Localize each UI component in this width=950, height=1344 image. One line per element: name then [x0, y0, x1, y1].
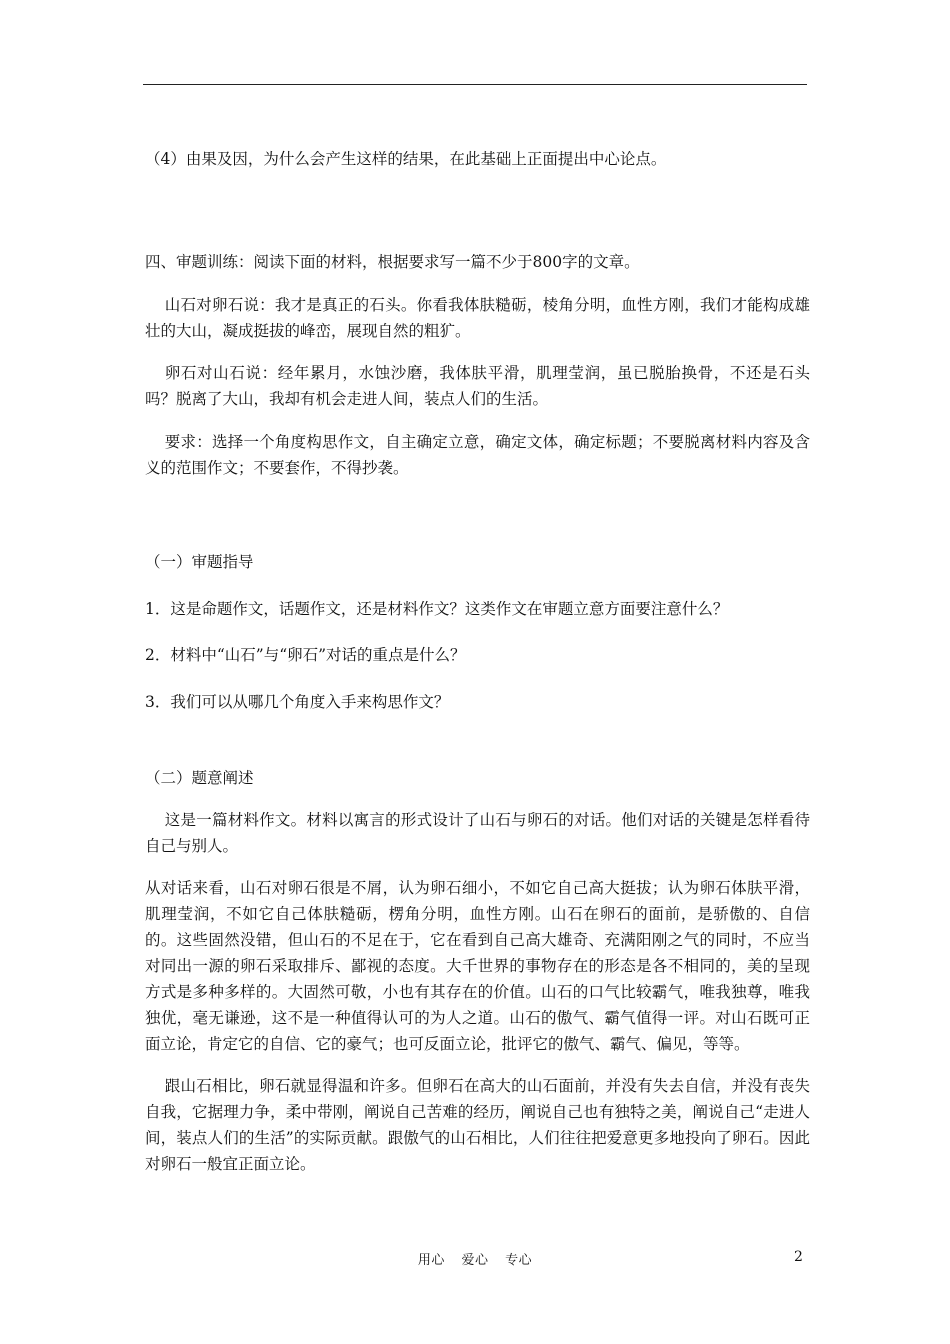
document-body: [145, 146, 810, 1177]
subsection-1-title: （一）审题指导: [145, 553, 254, 571]
explanation-paragraph-3: 跟山石相比，卵石就显得温和许多。但卵石在高大的山石面前，并没有失去自信，并没有丧失自我，它据理力争，柔中带刚，阐说自己苦难的经历，阐说自己也有独特之美，阐说自己“走进人间，装点人们的生活”的实际贡献。跟傲气的山石相比，人们往往把爱意更多地投向了卵石。因此对卵石一般宜正面立论。: [145, 1077, 810, 1173]
guide-question-3: 3．我们可以从哪几个角度入手来构思作文？: [145, 693, 450, 711]
material-paragraph-1: 山石对卵石说：我才是真正的石头。你看我体肤糙砺，棱角分明，血性方刚，我们才能构成雄壮的大山，凝成挺拔的峰峦，展现自然的粗犷。: [145, 296, 810, 340]
page-number: 2: [794, 1249, 803, 1265]
explanation-paragraph-2: 从对话来看，山石对卵石很是不屑，认为卵石细小，不如它自己高大挺拔；认为卵石体肤平滑，肌理莹润，不如它自己体肤糙砺，楞角分明，血性方刚。山石在卵石的面前，是骄傲的、自信的。这些固然没错，但山石的不足在于，它在看到自己高大雄奇、充满阳刚之气的同时，不应当对同出一源的卵石采取排斥、鄙视的态度。大千世界的事物存在的形态是各不相同的，美的呈现方式是多种多样的。大固然可敬，小也有其存在的价值。山石的口气比较霸气，唯我独尊，唯我独优，毫无谦逊，这不是一种值得认可的为人之道。山石的傲气、霸气值得一评。对山石既可正面立论，肯定它的自信、它的豪气；也可反面立论，批评它的傲气、霸气、偏见，等等。: [145, 879, 810, 1053]
explanation-paragraph-1: 这是一篇材料作文。材料以寓言的形式设计了山石与卵石的对话。他们对话的关键是怎样看待自己与别人。: [145, 811, 810, 855]
guide-question-1: 1．这是命题作文，话题作文，还是材料作文？这类作文在审题立意方面要注意什么？: [145, 600, 729, 618]
footer-motto-word: 专心: [505, 1253, 533, 1268]
guide-question-2: 2．材料中“山石”与“卵石”对话的重点是什么？: [145, 646, 466, 664]
header-rule: [143, 84, 807, 85]
question-4: （4）由果及因，为什么会产生这样的结果，在此基础上正面提出中心论点。: [145, 150, 667, 168]
section-4-title: 四、审题训练：阅读下面的材料，根据要求写一篇不少于800字的文章。: [145, 253, 640, 271]
footer-motto-word: 爱心: [461, 1253, 489, 1268]
footer-motto: [0, 1249, 950, 1268]
subsection-2-title: （二）题意阐述: [145, 769, 254, 787]
footer-motto-word: 用心: [417, 1253, 445, 1268]
material-paragraph-2: 卵石对山石说：经年累月，水蚀沙磨，我体肤平滑，肌理莹润，虽已脱胎换骨，不还是石头吗？脱离了大山，我却有机会走进人间，装点人们的生活。: [145, 364, 810, 408]
requirements-paragraph: 要求：选择一个角度构思作文，自主确定立意，确定文体，确定标题；不要脱离材料内容及含义的范围作文；不要套作，不得抄袭。: [145, 433, 810, 477]
